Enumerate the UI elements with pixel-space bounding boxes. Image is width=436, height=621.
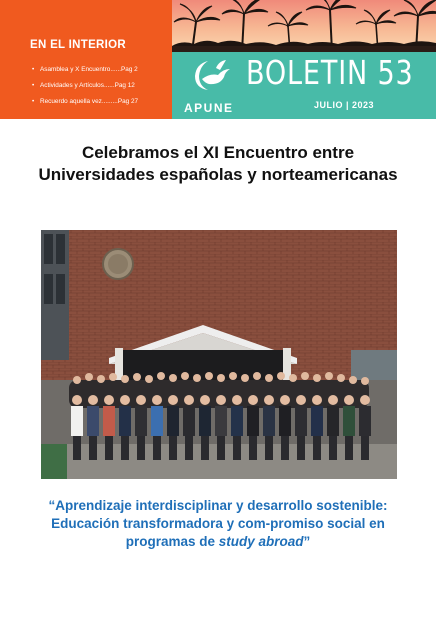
dove-logo-icon: [192, 58, 232, 92]
pull-quote-emphasis: study abroad: [218, 534, 304, 549]
pull-quote: “Aprendizaje interdisciplinar y desarrollo sostenible: Educación transformadora y com-promiso social en programas de study abroad”: [48, 498, 388, 549]
pull-quote-text: Aprendizaje interdisciplinar y desarrollo sostenible: Educación transformadora y com-promiso social en programas de: [51, 498, 388, 549]
toc-item-page: Pag 2: [121, 66, 138, 73]
toc-item-label: Asamblea y X Encuentro: [40, 66, 111, 73]
toc-item[interactable]: • Recuerdo aquella vez.........Pag 27: [32, 98, 139, 105]
toc-item-label: Actividades y Artículos: [40, 82, 104, 89]
palm-trees-photo: [172, 0, 436, 52]
toc-heading: EN EL INTERIOR: [30, 39, 126, 51]
headline: Celebramos el XI Encuentro entre Universidades españolas y norteamericanas: [38, 143, 398, 184]
bulletin-date: JULIO | 2023: [314, 100, 375, 110]
newsletter-header: [0, 0, 436, 119]
toc-item[interactable]: • Asamblea y X Encuentro......Pag 2: [32, 66, 138, 73]
toc-item-label: Recuerdo aquella vez: [40, 98, 102, 105]
group-photo: [41, 230, 397, 479]
toc-item-page: Pag 27: [117, 98, 139, 105]
toc-item[interactable]: • Actividades y Artículos......Pag 12: [32, 82, 135, 89]
toc-list: [32, 66, 138, 114]
bulletin-title: BOLETIN 53: [246, 53, 414, 92]
masthead: [172, 52, 436, 119]
toc-item-page: Pag 12: [114, 82, 135, 89]
toc-panel: [0, 0, 172, 119]
brand-name: APUNE: [184, 101, 234, 115]
